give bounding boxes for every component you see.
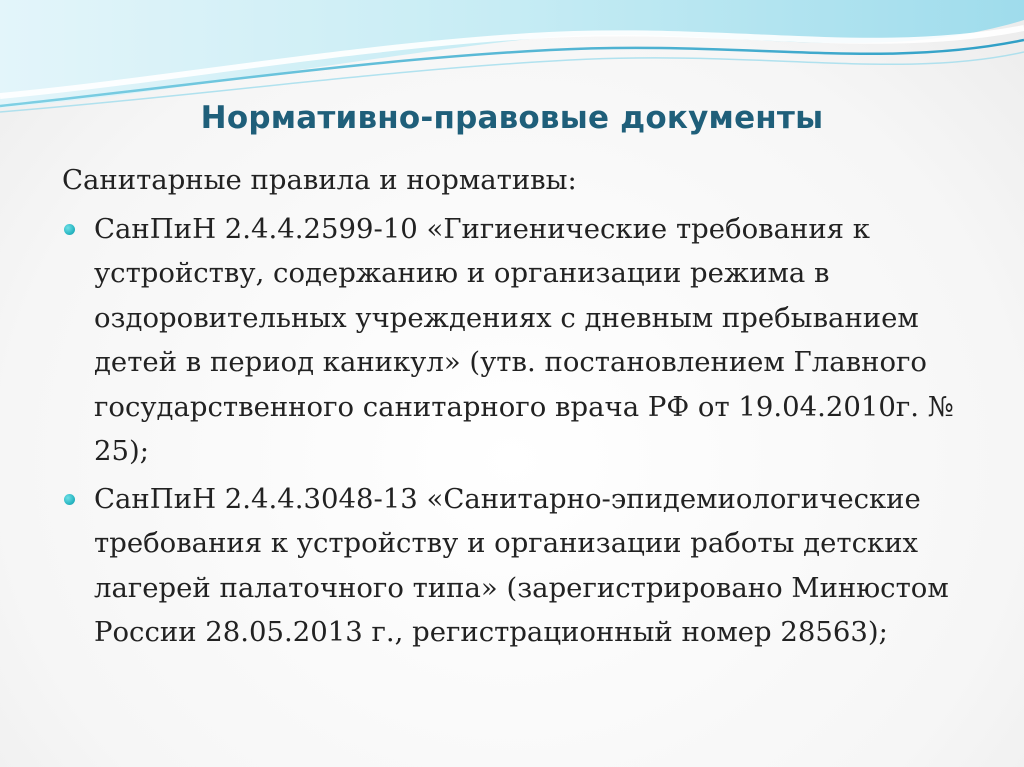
slide-title: Нормативно-правовые документы — [200, 100, 824, 136]
intro-text: Санитарные правила и нормативы: — [62, 164, 577, 196]
bullet-dot-icon — [64, 224, 75, 235]
list-item-text: СанПиН 2.4.4.3048-13 «Санитарно-эпидемиологические требования к устройству и организации работы детских лагерей палаточного типа» (зарегистрировано Минюстом России 28.05.2013 г., регистрационный номер 28563); — [94, 482, 949, 648]
bullet-list — [58, 207, 978, 655]
list-item — [58, 207, 978, 474]
bullet-dot-icon — [64, 494, 75, 505]
list-item — [58, 477, 978, 655]
slide-content — [58, 158, 978, 658]
list-item-text: СанПиН 2.4.4.2599-10 «Гигиенические требования к устройству, содержанию и организации режима в оздоровительных учреждениях с дневным пребыванием детей в период каникул» (утв. постановлением Главного государственного санитарного врача РФ от 19.04.2010г. № 25); — [94, 212, 954, 467]
